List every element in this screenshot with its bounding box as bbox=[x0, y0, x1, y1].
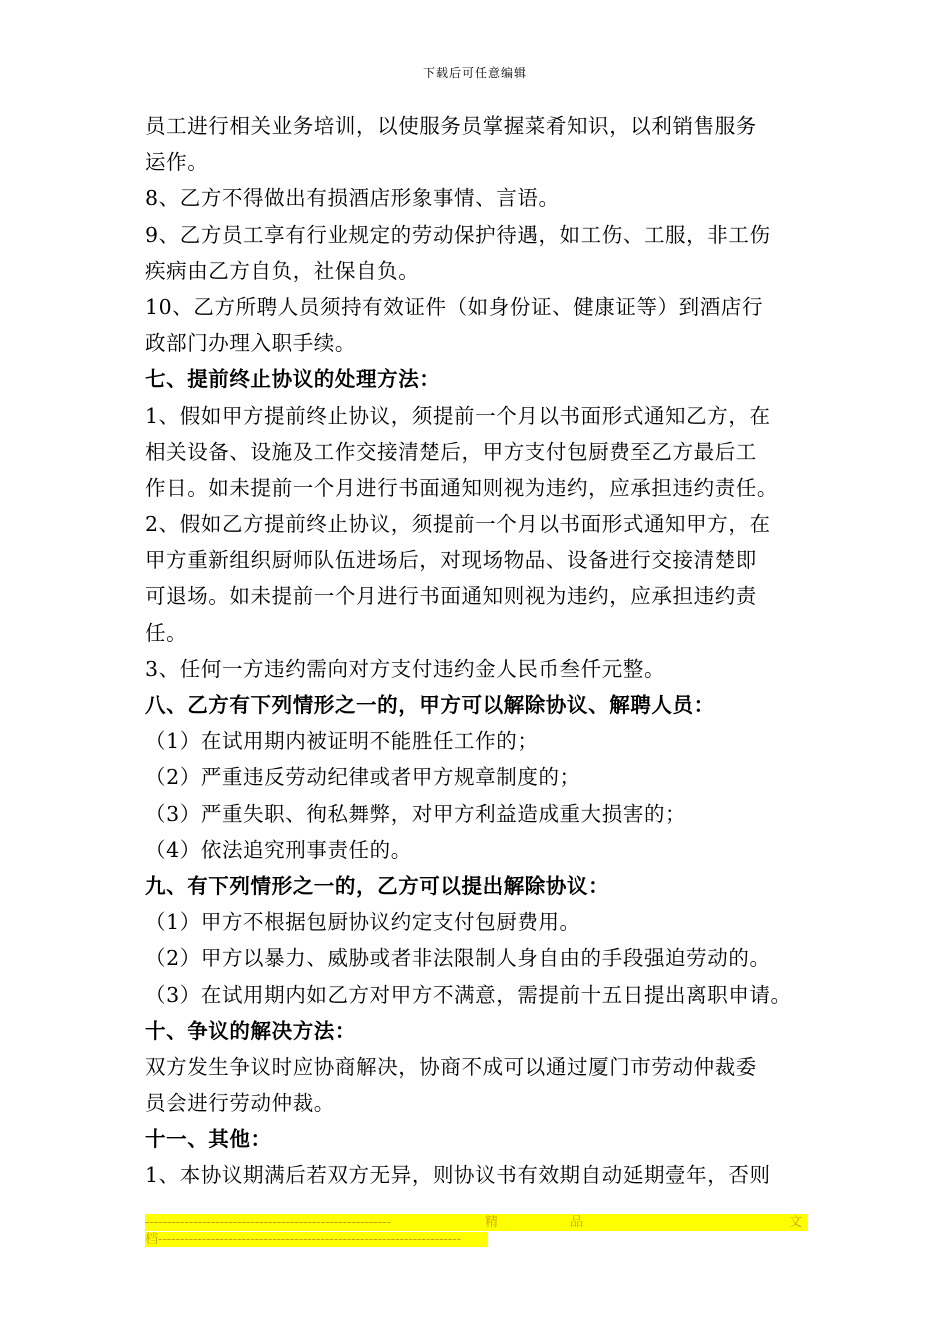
list-item: （4）依法追究刑事责任的。 bbox=[145, 837, 412, 862]
body-line: 10、乙方所聘人员须持有效证件（如身份证、健康证等）到酒店行 bbox=[145, 294, 764, 319]
body-line: 政部门办理入职手续。 bbox=[145, 331, 356, 356]
body-line: 2、假如乙方提前终止协议，须提前一个月以书面形式通知甲方，在 bbox=[145, 512, 771, 537]
body-line: 员会进行劳动仲裁。 bbox=[145, 1091, 335, 1116]
list-item: （1）甲方不根据包厨协议约定支付包厨费用。 bbox=[145, 910, 581, 935]
body-line: 作日。如未提前一个月进行书面通知则视为违约，应承担违约责任。 bbox=[145, 475, 778, 500]
body-line: 1、本协议期满后若双方无异，则协议书有效期自动延期壹年，否则 bbox=[145, 1163, 771, 1188]
body-line: 8、乙方不得做出有损酒店形象事情、言语。 bbox=[145, 186, 560, 211]
section-heading-9: 九、有下列情形之一的，乙方可以提出解除协议： bbox=[145, 873, 610, 898]
section-heading-8: 八、乙方有下列情形之一的，甲方可以解除协议、解聘人员： bbox=[145, 693, 715, 717]
body-line: 9、乙方员工享有行业规定的劳动保护待遇，如工伤、工服，非工伤 bbox=[145, 222, 771, 247]
body-line: 员工进行相关业务培训，以使服务员掌握菜肴知识，以利销售服务 bbox=[145, 114, 757, 138]
body-line: 1、假如甲方提前终止协议，须提前一个月以书面形式通知乙方，在 bbox=[145, 403, 771, 428]
footer-watermark-line-2: 档--------------------------------------------------------------------- bbox=[145, 1232, 488, 1247]
document-body bbox=[145, 108, 825, 1194]
body-line: 可退场。如未提前一个月进行书面通知则视为违约，应承担违约责 bbox=[145, 584, 757, 609]
footer-char-3: 文 bbox=[788, 1215, 802, 1230]
body-line: 甲方重新组织厨师队伍进场后，对现场物品、设备进行交接清楚即 bbox=[145, 548, 757, 573]
body-line: 3、任何一方违约需向对方支付违约金人民币叁仟元整。 bbox=[145, 656, 666, 681]
body-line: 双方发生争议时应协商解决，协商不成可以通过厦门市劳动仲裁委 bbox=[145, 1054, 757, 1079]
page-header: 下载后可任意编辑 bbox=[422, 66, 527, 80]
body-line: 任。 bbox=[145, 620, 188, 645]
list-item: （1）在试用期内被证明不能胜任工作的； bbox=[145, 729, 539, 754]
footer-char-1: 精 bbox=[485, 1215, 499, 1230]
body-line: 疾病由乙方自负，社保自负。 bbox=[145, 258, 420, 283]
section-heading-7: 七、提前终止协议的处理方法： bbox=[145, 367, 441, 392]
body-line: 相关设备、设施及工作交接清楚后，甲方支付包厨费至乙方最后工 bbox=[145, 439, 757, 464]
footer-watermark-line-1 bbox=[145, 1214, 808, 1231]
list-item: （3）在试用期内如乙方对甲方不满意，需提前十五日提出离职申请。 bbox=[145, 982, 792, 1007]
footer-char-2: 品 bbox=[570, 1215, 584, 1230]
section-heading-11: 十一、其他： bbox=[145, 1127, 272, 1152]
body-line: 运作。 bbox=[145, 150, 209, 175]
footer-dashes: -------------------------------------------------------- bbox=[145, 1215, 391, 1230]
list-item: （3）严重失职、徇私舞弊，对甲方利益造成重大损害的； bbox=[145, 801, 687, 826]
section-heading-10: 十、争议的解决方法： bbox=[145, 1018, 356, 1043]
list-item: （2）严重违反劳动纪律或者甲方规章制度的； bbox=[145, 765, 581, 790]
list-item: （2）甲方以暴力、威胁或者非法限制人身自由的手段强迫劳动的。 bbox=[145, 946, 771, 971]
